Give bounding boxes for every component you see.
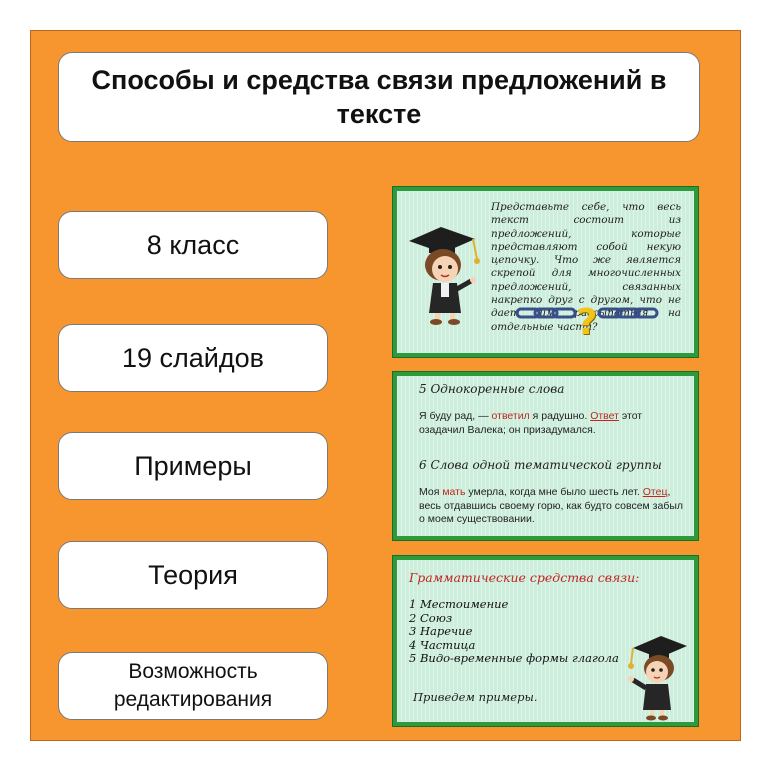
slide-preview-1: [393, 187, 698, 357]
editing-label: Возможность редактирования: [58, 652, 328, 720]
slide-preview-3: [393, 556, 698, 726]
grammar-means-list: [409, 598, 619, 666]
ex1-part-e: этот озадачил Валека; он призадумался.: [419, 410, 643, 436]
slide2-heading-1: 5 Однокоренные слова: [419, 382, 565, 396]
list-item: 5 Видо-временные формы глагола: [409, 651, 619, 666]
slide2-example-1: [419, 410, 689, 437]
question-mark-icon: ?: [576, 302, 598, 343]
list-item: 3 Наречие: [409, 624, 473, 639]
grade-label: 8 класс: [58, 211, 328, 279]
ex2-part-c: умерла, когда мне было шесть лет.: [465, 486, 643, 498]
examples-label: Примеры: [58, 432, 328, 500]
slide2-heading-2: 6 Слова одной тематической группы: [419, 458, 662, 472]
theory-label: Теория: [58, 541, 328, 609]
page-title: Способы и средства связи предложений в тексте: [58, 52, 700, 142]
ex2-word-mother: мать: [442, 486, 466, 498]
slide3-title: Грамматические средства связи:: [409, 570, 640, 585]
ex1-part-c: я радушно.: [529, 410, 591, 422]
slide3-footer: Приведем примеры.: [413, 690, 538, 704]
ex1-word-answered: ответил: [491, 410, 530, 422]
ex1-word-answer: Ответ: [590, 410, 619, 422]
ex1-part-a: Я буду рад, —: [419, 410, 492, 422]
slide1-text: Представьте себе, что весь текст состоит из предложений, которые представляют собой некую цепочку. Что же является скрепой для многочисленных предложений, связанных накрепко друг с другом, что не дает им рассыпаться на отдельные части?: [491, 201, 681, 333]
list-item: 4 Частица: [409, 637, 476, 652]
slides-count-label: 19 слайдов: [58, 324, 328, 392]
graduate-girl-icon: [617, 632, 689, 724]
ex2-part-a: Моя: [419, 486, 443, 498]
slide-preview-2: [393, 372, 698, 540]
slide2-example-2: [419, 486, 689, 527]
list-item: 1 Местоимение: [409, 597, 509, 611]
list-item: 2 Союз: [409, 610, 453, 625]
ex2-part-e: , весь отдавшись своему горю, как будто совсем забыл о моем существовании.: [419, 486, 684, 525]
ex2-word-father: Отец: [642, 486, 668, 498]
graduate-girl-icon: [405, 215, 485, 327]
